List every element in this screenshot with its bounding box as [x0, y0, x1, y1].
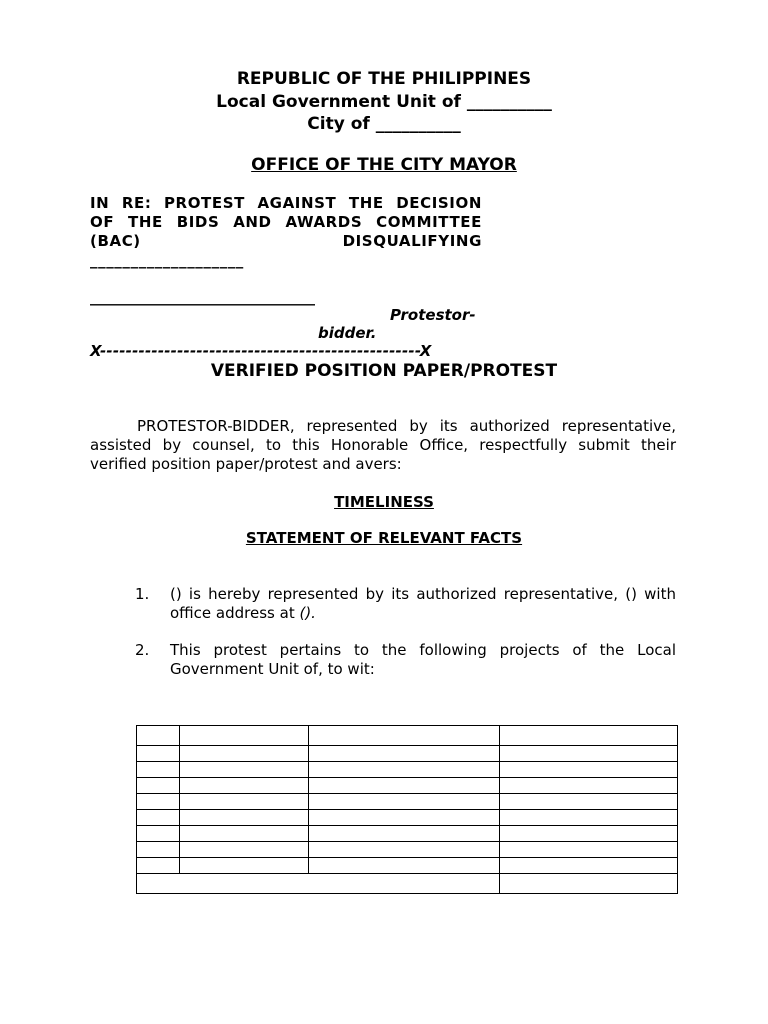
projects-table: [136, 725, 678, 894]
table-cell: [500, 762, 678, 778]
timeliness-heading: TIMELINESS: [334, 493, 434, 511]
table-row: [137, 778, 678, 794]
table-cell: [179, 826, 308, 842]
office-heading: OFFICE OF THE CITY MAYOR: [251, 155, 517, 175]
caption-line-2: OF THE BIDS AND AWARDS COMMITTEE: [90, 213, 482, 231]
fact-item-2-line-2: Government Unit of, to wit:: [170, 660, 375, 678]
table-cell: [179, 778, 308, 794]
table-row: [137, 826, 678, 842]
fact-item-1-line-1: () is hereby represented by its authorized representative, () with: [170, 585, 676, 603]
table-row: [137, 794, 678, 810]
table-row: [137, 746, 678, 762]
table-row: [137, 726, 678, 746]
table-cell: [179, 858, 308, 874]
protestor-label: Protestor-: [390, 306, 476, 324]
fact-item-text: [170, 641, 676, 679]
document-title: VERIFIED POSITION PAPER/PROTEST: [210, 361, 558, 381]
caption-bac: (BAC): [90, 232, 141, 250]
table-cell: [137, 726, 180, 746]
table-cell: [308, 858, 500, 874]
table-row: [137, 842, 678, 858]
table-cell: [308, 762, 500, 778]
table-cell: [179, 810, 308, 826]
table-cell: [308, 794, 500, 810]
fact-item-number: 2.: [135, 641, 150, 659]
intro-paragraph: [90, 417, 676, 474]
table-cell: [500, 746, 678, 762]
table-cell: [500, 826, 678, 842]
table-cell: [308, 826, 500, 842]
table-cell: [137, 858, 180, 874]
table-cell: [308, 810, 500, 826]
table-cell: [137, 826, 180, 842]
table-cell: [500, 794, 678, 810]
table-cell: [500, 842, 678, 858]
table-row: [137, 810, 678, 826]
fact-item-1: [135, 585, 676, 625]
table-cell: [179, 762, 308, 778]
case-caption: [90, 194, 482, 270]
table-cell: [500, 874, 678, 894]
table-cell: [137, 794, 180, 810]
table-cell: [308, 746, 500, 762]
intro-line-2: assisted by counsel, to this Honorable Office, respectfully submit their: [90, 436, 676, 454]
table-row: [137, 858, 678, 874]
table-cell: [137, 842, 180, 858]
table-cell: [179, 842, 308, 858]
table-cell: [137, 762, 180, 778]
table-cell: [500, 810, 678, 826]
table-cell: [137, 874, 500, 894]
table-row: [137, 762, 678, 778]
caption-line-1: IN RE: PROTEST AGAINST THE DECISION: [90, 194, 482, 212]
office-address-label: office address at: [170, 604, 300, 622]
caption-blank-1: ___________________: [90, 251, 244, 269]
table-cell: [500, 858, 678, 874]
facts-heading: STATEMENT OF RELEVANT FACTS: [245, 529, 523, 547]
fact-item-number: 1.: [135, 585, 150, 603]
caption-disqualifying: DISQUALIFYING: [342, 232, 482, 250]
table-cell: [179, 746, 308, 762]
fact-item-2: [135, 641, 676, 681]
table-cell: [500, 778, 678, 794]
table-cell: [137, 746, 180, 762]
table-cell: [137, 810, 180, 826]
table-cell: [137, 778, 180, 794]
caption-blank-2: ______________________________: [90, 288, 315, 306]
table-cell: [500, 726, 678, 746]
table-cell: [179, 726, 308, 746]
fact-item-1-line-2: [170, 604, 676, 623]
table-cell: [179, 794, 308, 810]
table-cell: [308, 726, 500, 746]
fact-item-text: [170, 585, 676, 623]
caption-line-3: [90, 232, 482, 251]
intro-line-1: PROTESTOR-BIDDER, represented by its authorized representative,: [137, 417, 676, 435]
table-cell: [308, 842, 500, 858]
office-address-placeholder: ().: [299, 604, 316, 622]
bidder-label: bidder.: [318, 324, 377, 342]
lgu-heading: Local Government Unit of __________: [216, 92, 552, 112]
intro-line-3: verified position paper/protest and avers:: [90, 455, 402, 473]
fact-item-2-line-1: This protest pertains to the following projects of the Local: [170, 641, 676, 659]
table-total-row: [137, 874, 678, 894]
city-heading: City of __________: [307, 114, 461, 134]
caption-separator: X--------------------------------------------------X: [90, 342, 432, 360]
republic-heading: REPUBLIC OF THE PHILIPPINES: [236, 69, 532, 89]
table-cell: [308, 778, 500, 794]
